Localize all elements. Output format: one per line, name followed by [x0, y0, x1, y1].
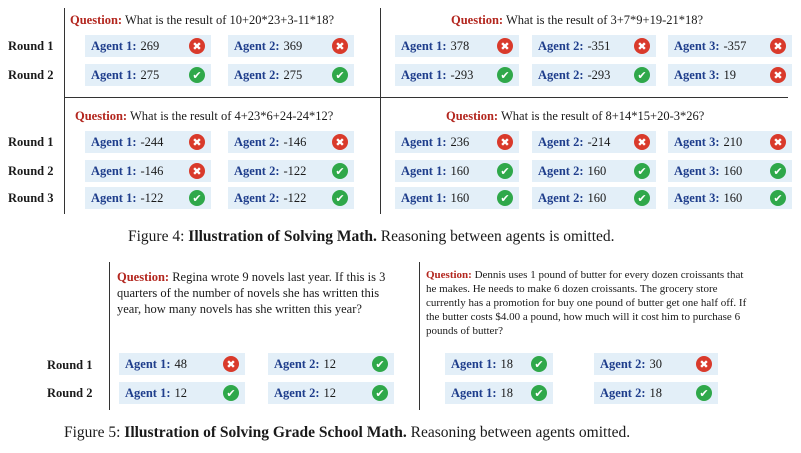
question-text	[446, 109, 704, 124]
x-icon: ✖	[189, 38, 205, 54]
agent-label: Agent 2:	[538, 163, 584, 178]
question-text	[426, 268, 748, 338]
agent-label: Agent 1:	[401, 67, 447, 82]
agent-label: Agent 2:	[234, 134, 280, 149]
check-icon: ✔	[372, 385, 388, 401]
agent-answer-cell	[228, 131, 354, 153]
caption-title: Illustration of Solving Math.	[188, 228, 377, 245]
round-label: Round 2	[47, 386, 93, 400]
agent-value: -214	[587, 134, 611, 149]
agent-value: 236	[450, 134, 470, 149]
x-icon: ✖	[634, 134, 650, 150]
agent-label: Agent 2:	[538, 190, 584, 205]
question-label: Question:	[75, 109, 128, 123]
agent-value: -293	[450, 67, 474, 82]
question-text	[451, 13, 703, 28]
agent-answer-cell	[668, 131, 792, 153]
agent-value: 30	[649, 356, 662, 371]
agent-label: Agent 1:	[401, 38, 447, 53]
agent-label: Agent 2:	[538, 67, 584, 82]
agent-answer-cell	[119, 382, 245, 404]
agent-value: 160	[587, 163, 607, 178]
x-icon: ✖	[332, 38, 348, 54]
agent-answer-cell	[395, 64, 519, 86]
agent-value: 160	[450, 190, 470, 205]
question-label: Question:	[117, 270, 170, 284]
agent-answer-cell	[532, 187, 656, 209]
check-icon: ✔	[634, 163, 650, 179]
agent-value: -146	[140, 163, 164, 178]
agent-value: -122	[283, 190, 307, 205]
x-icon: ✖	[189, 134, 205, 150]
agent-value: 378	[450, 38, 470, 53]
caption-prefix: Figure 4:	[128, 228, 189, 245]
agent-label: Agent 3:	[674, 190, 720, 205]
question-text	[117, 269, 402, 317]
agent-answer-cell	[228, 35, 354, 57]
agent-answer-cell	[228, 187, 354, 209]
check-icon: ✔	[770, 163, 786, 179]
agent-answer-cell	[268, 382, 394, 404]
question-body: What is the result of 3+7*9+19-21*18?	[506, 13, 704, 27]
agent-value: 269	[140, 38, 160, 53]
agent-value: 160	[723, 163, 743, 178]
agent-value: 18	[649, 385, 662, 400]
x-icon: ✖	[696, 356, 712, 372]
agent-answer-cell	[668, 187, 792, 209]
agent-value: 275	[140, 67, 160, 82]
caption-title: Illustration of Solving Grade School Math.	[124, 424, 407, 441]
agent-answer-cell	[668, 64, 792, 86]
question-body: Regina wrote 9 novels last year. If this is 3 quarters of the number of novels she has written this year, how many novels has she written this year?	[117, 270, 386, 316]
question-text	[70, 13, 334, 28]
agent-value: -244	[140, 134, 164, 149]
round-label: Round 3	[8, 191, 54, 205]
agent-label: Agent 1:	[91, 134, 137, 149]
question-body: What is the result of 8+14*15+20-3*26?	[501, 109, 705, 123]
agent-value: 18	[500, 385, 513, 400]
agent-value: -351	[587, 38, 611, 53]
agent-value: 12	[174, 385, 187, 400]
agent-answer-cell	[668, 160, 792, 182]
x-icon: ✖	[223, 356, 239, 372]
agent-answer-cell	[85, 160, 211, 182]
x-icon: ✖	[634, 38, 650, 54]
check-icon: ✔	[332, 163, 348, 179]
agent-label: Agent 1:	[401, 134, 447, 149]
agent-label: Agent 2:	[538, 38, 584, 53]
agent-label: Agent 1:	[91, 163, 137, 178]
question-body: Dennis uses 1 pound of butter for every dozen croissants that he makes. He needs to make 6 dozen croissants. The grocery store currently has a promotion for buy one pound of butter get one half off. If the butter costs $4.00 a pound, how much will it cost him to purchase 6 pounds of butter?	[426, 269, 747, 337]
agent-label: Agent 3:	[674, 38, 720, 53]
agent-label: Agent 1:	[91, 67, 137, 82]
check-icon: ✔	[531, 356, 547, 372]
agent-answer-cell	[668, 35, 792, 57]
agent-value: 160	[723, 190, 743, 205]
agent-label: Agent 3:	[674, 134, 720, 149]
agent-value: 160	[587, 190, 607, 205]
agent-value: -293	[587, 67, 611, 82]
check-icon: ✔	[189, 190, 205, 206]
agent-value: 369	[283, 38, 303, 53]
x-icon: ✖	[770, 67, 786, 83]
question-label: Question:	[451, 13, 504, 27]
check-icon: ✔	[497, 67, 513, 83]
agent-answer-cell	[532, 35, 656, 57]
agent-value: 19	[723, 67, 736, 82]
agent-label: Agent 1:	[451, 356, 497, 371]
agent-label: Agent 2:	[234, 67, 280, 82]
agent-label: Agent 2:	[600, 385, 646, 400]
check-icon: ✔	[497, 190, 513, 206]
x-icon: ✖	[497, 38, 513, 54]
agent-value: 12	[323, 356, 336, 371]
check-icon: ✔	[634, 190, 650, 206]
agent-label: Agent 2:	[538, 134, 584, 149]
agent-value: 275	[283, 67, 303, 82]
check-icon: ✔	[770, 190, 786, 206]
agent-label: Agent 1:	[451, 385, 497, 400]
agent-label: Agent 1:	[125, 385, 171, 400]
agent-label: Agent 1:	[125, 356, 171, 371]
agent-label: Agent 1:	[91, 38, 137, 53]
check-icon: ✔	[531, 385, 547, 401]
round-label: Round 1	[8, 39, 54, 53]
agent-label: Agent 2:	[234, 163, 280, 178]
agent-value: -122	[283, 163, 307, 178]
agent-label: Agent 1:	[401, 163, 447, 178]
agent-label: Agent 2:	[600, 356, 646, 371]
agent-label: Agent 2:	[274, 385, 320, 400]
x-icon: ✖	[332, 134, 348, 150]
agent-answer-cell	[85, 35, 211, 57]
agent-answer-cell	[395, 35, 519, 57]
agent-value: 12	[323, 385, 336, 400]
agent-value: 160	[450, 163, 470, 178]
agent-value: 210	[723, 134, 743, 149]
agent-answer-cell	[594, 382, 718, 404]
agent-answer-cell	[395, 160, 519, 182]
figure-5-caption	[64, 424, 630, 442]
check-icon: ✔	[634, 67, 650, 83]
fig4-middle-divider	[64, 97, 788, 98]
agent-answer-cell	[228, 160, 354, 182]
question-body: What is the result of 10+20*23+3-11*18?	[125, 13, 335, 27]
agent-label: Agent 1:	[401, 190, 447, 205]
agent-answer-cell	[119, 353, 245, 375]
agent-value: 18	[500, 356, 513, 371]
fig4-left-border	[64, 8, 65, 214]
check-icon: ✔	[332, 67, 348, 83]
x-icon: ✖	[770, 38, 786, 54]
agent-value: -146	[283, 134, 307, 149]
agent-answer-cell	[445, 353, 553, 375]
agent-value: -357	[723, 38, 747, 53]
agent-answer-cell	[445, 382, 553, 404]
caption-text: Reasoning between agents is omitted.	[376, 228, 615, 245]
check-icon: ✔	[189, 67, 205, 83]
round-label: Round 1	[8, 135, 54, 149]
check-icon: ✔	[332, 190, 348, 206]
caption-text: Reasoning between agents omitted.	[406, 424, 631, 441]
check-icon: ✔	[696, 385, 712, 401]
caption-prefix: Figure 5:	[64, 424, 125, 441]
agent-answer-cell	[228, 64, 354, 86]
round-label: Round 2	[8, 68, 54, 82]
agent-answer-cell	[532, 64, 656, 86]
agent-answer-cell	[85, 187, 211, 209]
check-icon: ✔	[497, 163, 513, 179]
agent-value: -122	[140, 190, 164, 205]
agent-label: Agent 1:	[91, 190, 137, 205]
question-label: Question:	[426, 269, 472, 281]
agent-answer-cell	[532, 131, 656, 153]
agent-label: Agent 2:	[274, 356, 320, 371]
fig4-center-divider	[380, 8, 381, 214]
agent-answer-cell	[85, 131, 211, 153]
x-icon: ✖	[770, 134, 786, 150]
agent-answer-cell	[594, 353, 718, 375]
x-icon: ✖	[497, 134, 513, 150]
question-body: What is the result of 4+23*6+24-24*12?	[130, 109, 334, 123]
question-text	[75, 109, 333, 124]
question-label: Question:	[446, 109, 499, 123]
check-icon: ✔	[223, 385, 239, 401]
check-icon: ✔	[372, 356, 388, 372]
agent-label: Agent 3:	[674, 163, 720, 178]
agent-answer-cell	[395, 187, 519, 209]
agent-answer-cell	[395, 131, 519, 153]
agent-value: 48	[174, 356, 187, 371]
figure-4-caption	[128, 228, 615, 246]
agent-answer-cell	[532, 160, 656, 182]
agent-label: Agent 3:	[674, 67, 720, 82]
agent-label: Agent 2:	[234, 38, 280, 53]
round-label: Round 2	[8, 164, 54, 178]
question-label: Question:	[70, 13, 123, 27]
round-label: Round 1	[47, 358, 93, 372]
agent-answer-cell	[268, 353, 394, 375]
fig5-center-divider	[419, 262, 420, 410]
agent-label: Agent 2:	[234, 190, 280, 205]
x-icon: ✖	[189, 163, 205, 179]
agent-answer-cell	[85, 64, 211, 86]
fig5-left-border	[109, 262, 110, 410]
